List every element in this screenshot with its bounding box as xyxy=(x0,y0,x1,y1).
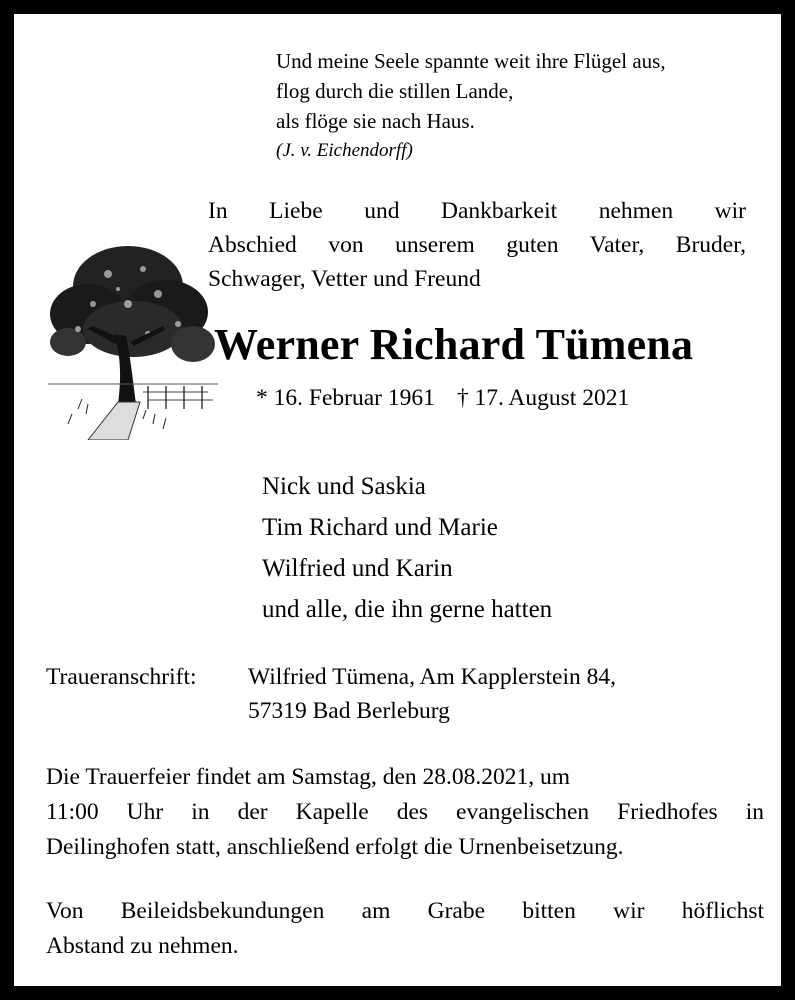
poem-author: (J. v. Eichendorff) xyxy=(276,140,413,161)
intro-text xyxy=(208,194,746,296)
mourner: Nick und Saskia xyxy=(262,473,426,500)
poem-line: Und meine Seele spannte weit ihre Flügel aus, xyxy=(276,49,666,73)
ceremony-line: 11:00 Uhr in der Kapelle des evangelischen Friedhofes in xyxy=(46,799,764,825)
mourner: und alle, die ihn gerne hatten xyxy=(262,596,553,623)
mourners-list xyxy=(262,466,552,630)
address-label: Traueranschrift: xyxy=(46,664,197,690)
poem-line: als flöge sie nach Haus. xyxy=(276,109,475,133)
cross-symbol: † xyxy=(456,385,469,411)
condolence-line: Abstand zu nehmen. xyxy=(46,933,239,959)
intro-line: Schwager, Vetter und Freund xyxy=(208,266,481,292)
condolence-line: Von Beileidsbekundungen am Grabe bitten wir höflichst xyxy=(46,898,764,924)
condolence-note xyxy=(46,894,764,964)
poem-line: flog durch die stillen Lande, xyxy=(276,79,514,103)
address-line: Wilfried Tümena, Am Kapplerstein 84, xyxy=(248,664,617,690)
address-line: 57319 Bad Berleburg xyxy=(248,698,450,724)
ceremony-line: Deilinghofen statt, anschließend erfolgt die Urnenbeisetzung. xyxy=(46,834,624,860)
mourning-address xyxy=(46,660,616,728)
life-dates xyxy=(256,385,629,412)
intro-line: Abschied von unserem guten Vater, Bruder, xyxy=(208,232,746,258)
deceased-name: Werner Richard Tümena xyxy=(214,320,694,369)
mourner: Wilfried und Karin xyxy=(262,555,453,582)
intro-line: In Liebe und Dankbarkeit nehmen wir xyxy=(208,198,746,224)
death-date: 17. August 2021 xyxy=(474,385,630,411)
poem-quote xyxy=(276,46,666,166)
birth-date: * 16. Februar 1961 xyxy=(256,385,435,411)
ceremony-line: Die Trauerfeier findet am Samstag, den 28.08.2021, um xyxy=(46,764,571,790)
tree-illustration xyxy=(48,234,218,440)
ceremony-info xyxy=(46,760,764,865)
mourner: Tim Richard und Marie xyxy=(262,514,498,541)
